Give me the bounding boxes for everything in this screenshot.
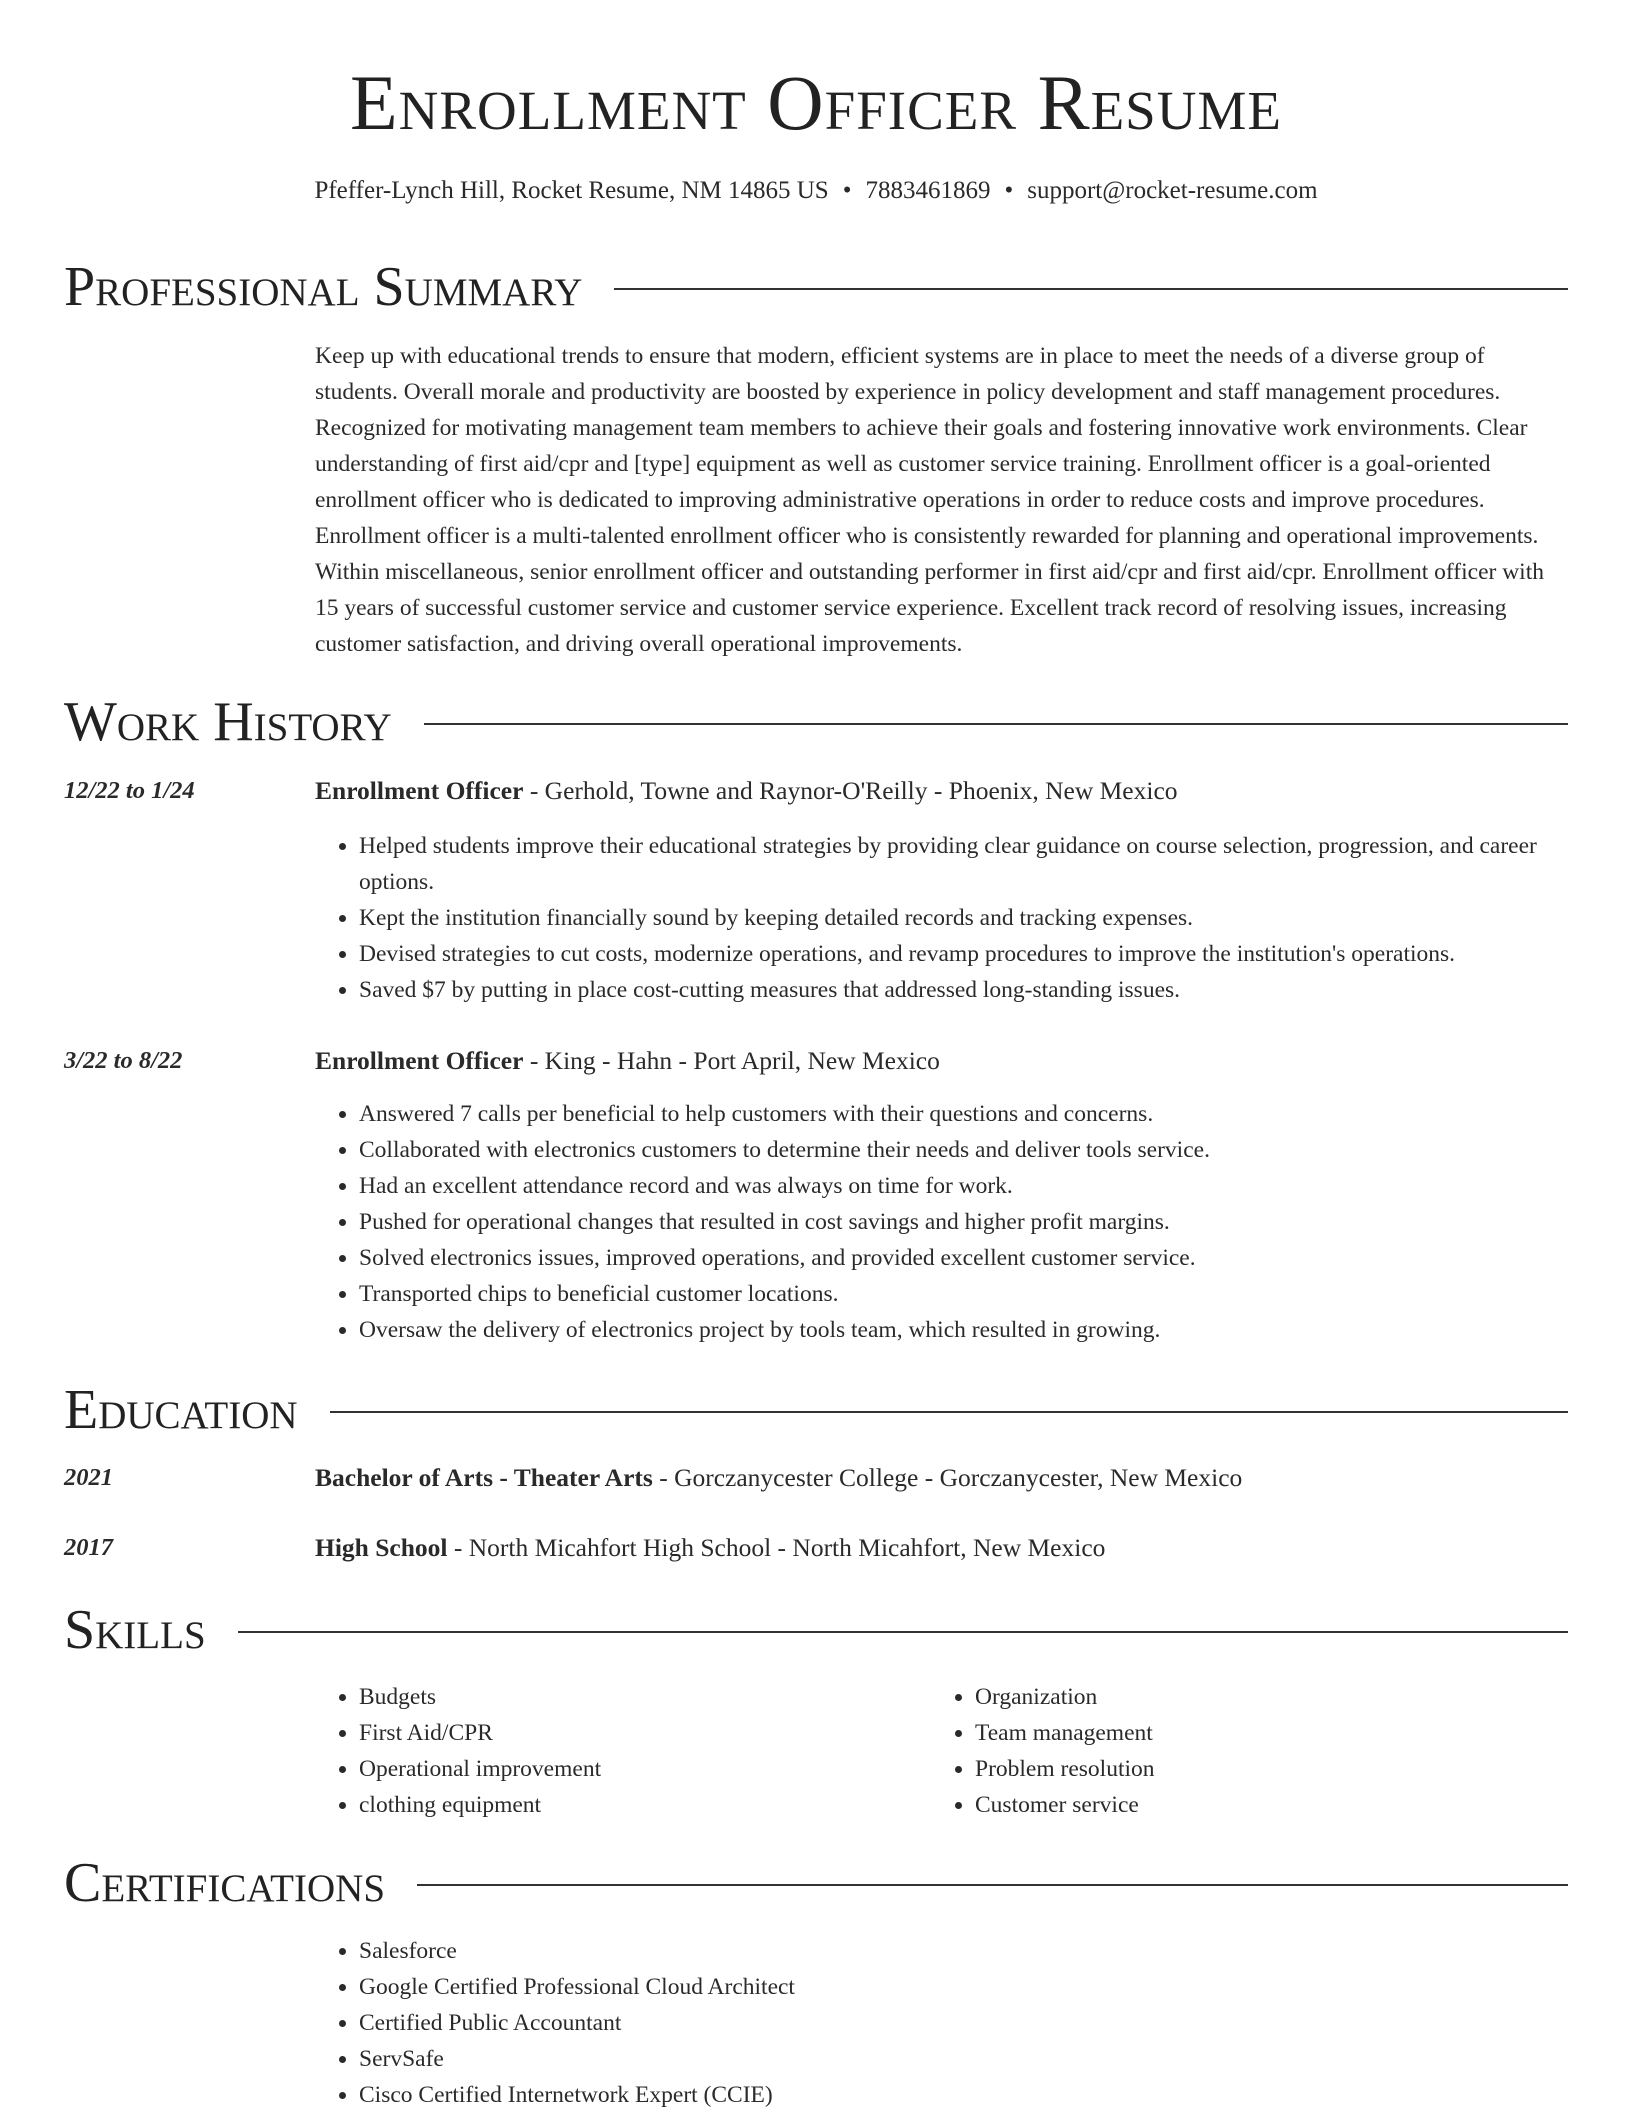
certification-item: • ServSafe xyxy=(359,2041,1568,2077)
list-item: • Transported chips to beneficial customer locations. xyxy=(359,1276,1568,1312)
list-item: • Answered 7 calls per beneficial to help customers with their questions and concerns. xyxy=(359,1096,1568,1132)
list-item: • Solved electronics issues, improved operations, and provided excellent customer service. xyxy=(359,1240,1568,1276)
list-item: • Oversaw the delivery of electronics project by tools team, which resulted in growing. xyxy=(359,1312,1568,1348)
certification-item: • Cisco Certified Internetwork Expert (CCIE) xyxy=(359,2077,1568,2113)
skill-item: • clothing equipment xyxy=(359,1787,931,1823)
section-header-skills xyxy=(64,1598,1568,1662)
section-divider xyxy=(424,723,1568,725)
certification-item: • Certified Public Accountant xyxy=(359,2005,1568,2041)
skill-item: • Operational improvement xyxy=(359,1751,931,1787)
section-title-certifications: Certifications xyxy=(64,1852,386,1914)
section-title-skills: Skills xyxy=(64,1599,206,1661)
section-title-summary: Professional Summary xyxy=(64,256,583,318)
skill-item: • Budgets xyxy=(359,1679,931,1715)
job-employer: - Gerhold, Towne and Raynor-O'Reilly - Phoenix, New Mexico xyxy=(523,776,1178,805)
list-item: • Saved $7 by putting in place cost-cutting measures that addressed long-standing issues. xyxy=(359,972,1568,1008)
education-year: 2017 xyxy=(64,1534,113,1561)
certifications-list xyxy=(315,1933,1568,2113)
education-degree: Bachelor of Arts - Theater Arts xyxy=(315,1463,653,1492)
section-divider xyxy=(330,1411,1568,1413)
contact-line xyxy=(64,174,1568,208)
education-degree: High School xyxy=(315,1533,448,1562)
list-item: • Kept the institution financially sound by keeping detailed records and tracking expenses. xyxy=(359,900,1568,936)
education-school: - Gorczanycester College - Gorczanycester, New Mexico xyxy=(652,1463,1243,1492)
skills-list-left xyxy=(315,1679,931,1823)
contact-email: support@rocket-resume.com xyxy=(1027,177,1318,204)
section-divider xyxy=(238,1631,1568,1633)
list-item: • Pushed for operational changes that resulted in cost savings and higher profit margins. xyxy=(359,1204,1568,1240)
section-header-work xyxy=(64,690,1568,754)
list-item: • Collaborated with electronics customers to determine their needs and deliver tools service. xyxy=(359,1132,1568,1168)
section-header-summary xyxy=(64,255,1568,319)
education-year: 2021 xyxy=(64,1464,113,1491)
skill-item: • Organization xyxy=(975,1679,1547,1715)
section-title-work: Work History xyxy=(64,691,392,753)
job-dates: 3/22 to 8/22 xyxy=(64,1047,183,1074)
job-heading xyxy=(315,1044,1568,1078)
certification-item: • Google Certified Professional Cloud Architect xyxy=(359,1969,1568,2005)
job-title: Enrollment Officer xyxy=(315,1046,524,1075)
job-duties-list xyxy=(315,1096,1568,1348)
certification-item: • Salesforce xyxy=(359,1933,1568,1969)
education-entry xyxy=(315,1461,1568,1495)
skills-grid xyxy=(315,1679,1568,1823)
list-item: • Devised strategies to cut costs, modernize operations, and revamp procedures to improve the institution's operations. xyxy=(359,936,1568,972)
summary-paragraph: Keep up with educational trends to ensure that modern, efficient systems are in place to meet the needs of a diverse group of students. Overall morale and productivity are boosted by experience in policy development and staff management procedures. Recognized for motivating management team members to achieve their goals and fostering innovative work environments. Clear understanding of first aid/cpr and [type] equipment as well as customer service training. Enrollment officer is a goal-oriented enrollment officer who is dedicated to improving administrative operations in order to reduce costs and improve procedures. Enrollment officer is a multi-talented enrollment officer who is consistently rewarded for planning and operational improvements. Within miscellaneous, senior enrollment officer and outstanding performer in first aid/cpr and first aid/cpr. Enrollment officer with 15 years of successful customer service and customer service experience. Excellent track record of resolving issues, increasing customer satisfaction, and driving overall operational improvements. xyxy=(315,343,1544,657)
list-item: • Had an excellent attendance record and was always on time for work. xyxy=(359,1168,1568,1204)
skill-item: • First Aid/CPR xyxy=(359,1715,931,1751)
skill-item: • Customer service xyxy=(975,1787,1547,1823)
education-entry xyxy=(315,1531,1568,1565)
section-header-education xyxy=(64,1378,1568,1442)
list-item: • Helped students improve their educational strategies by providing clear guidance on course selection, progression, and career options. xyxy=(359,828,1568,900)
section-divider xyxy=(614,288,1568,290)
skills-list-right xyxy=(931,1679,1547,1823)
skill-item: • Problem resolution xyxy=(975,1751,1547,1787)
section-divider xyxy=(417,1884,1568,1886)
job-duties-list xyxy=(315,828,1568,1008)
skill-item: • Team management xyxy=(975,1715,1547,1751)
education-school: - North Micahfort High School - North Micahfort, New Mexico xyxy=(447,1533,1106,1562)
section-header-certifications xyxy=(64,1851,1568,1915)
contact-address: Pfeffer-Lynch Hill, Rocket Resume, NM 14865 US xyxy=(314,177,829,204)
job-heading xyxy=(315,774,1568,808)
job-title: Enrollment Officer xyxy=(315,776,524,805)
contact-separator: • xyxy=(842,177,852,204)
section-title-education: Education xyxy=(64,1379,298,1441)
job-employer: - King - Hahn - Port April, New Mexico xyxy=(523,1046,940,1075)
job-dates: 12/22 to 1/24 xyxy=(64,777,195,804)
contact-phone: 7883461869 xyxy=(865,177,991,204)
resume-title: Enrollment Officer Resume xyxy=(350,59,1282,146)
contact-separator: • xyxy=(1004,177,1014,204)
